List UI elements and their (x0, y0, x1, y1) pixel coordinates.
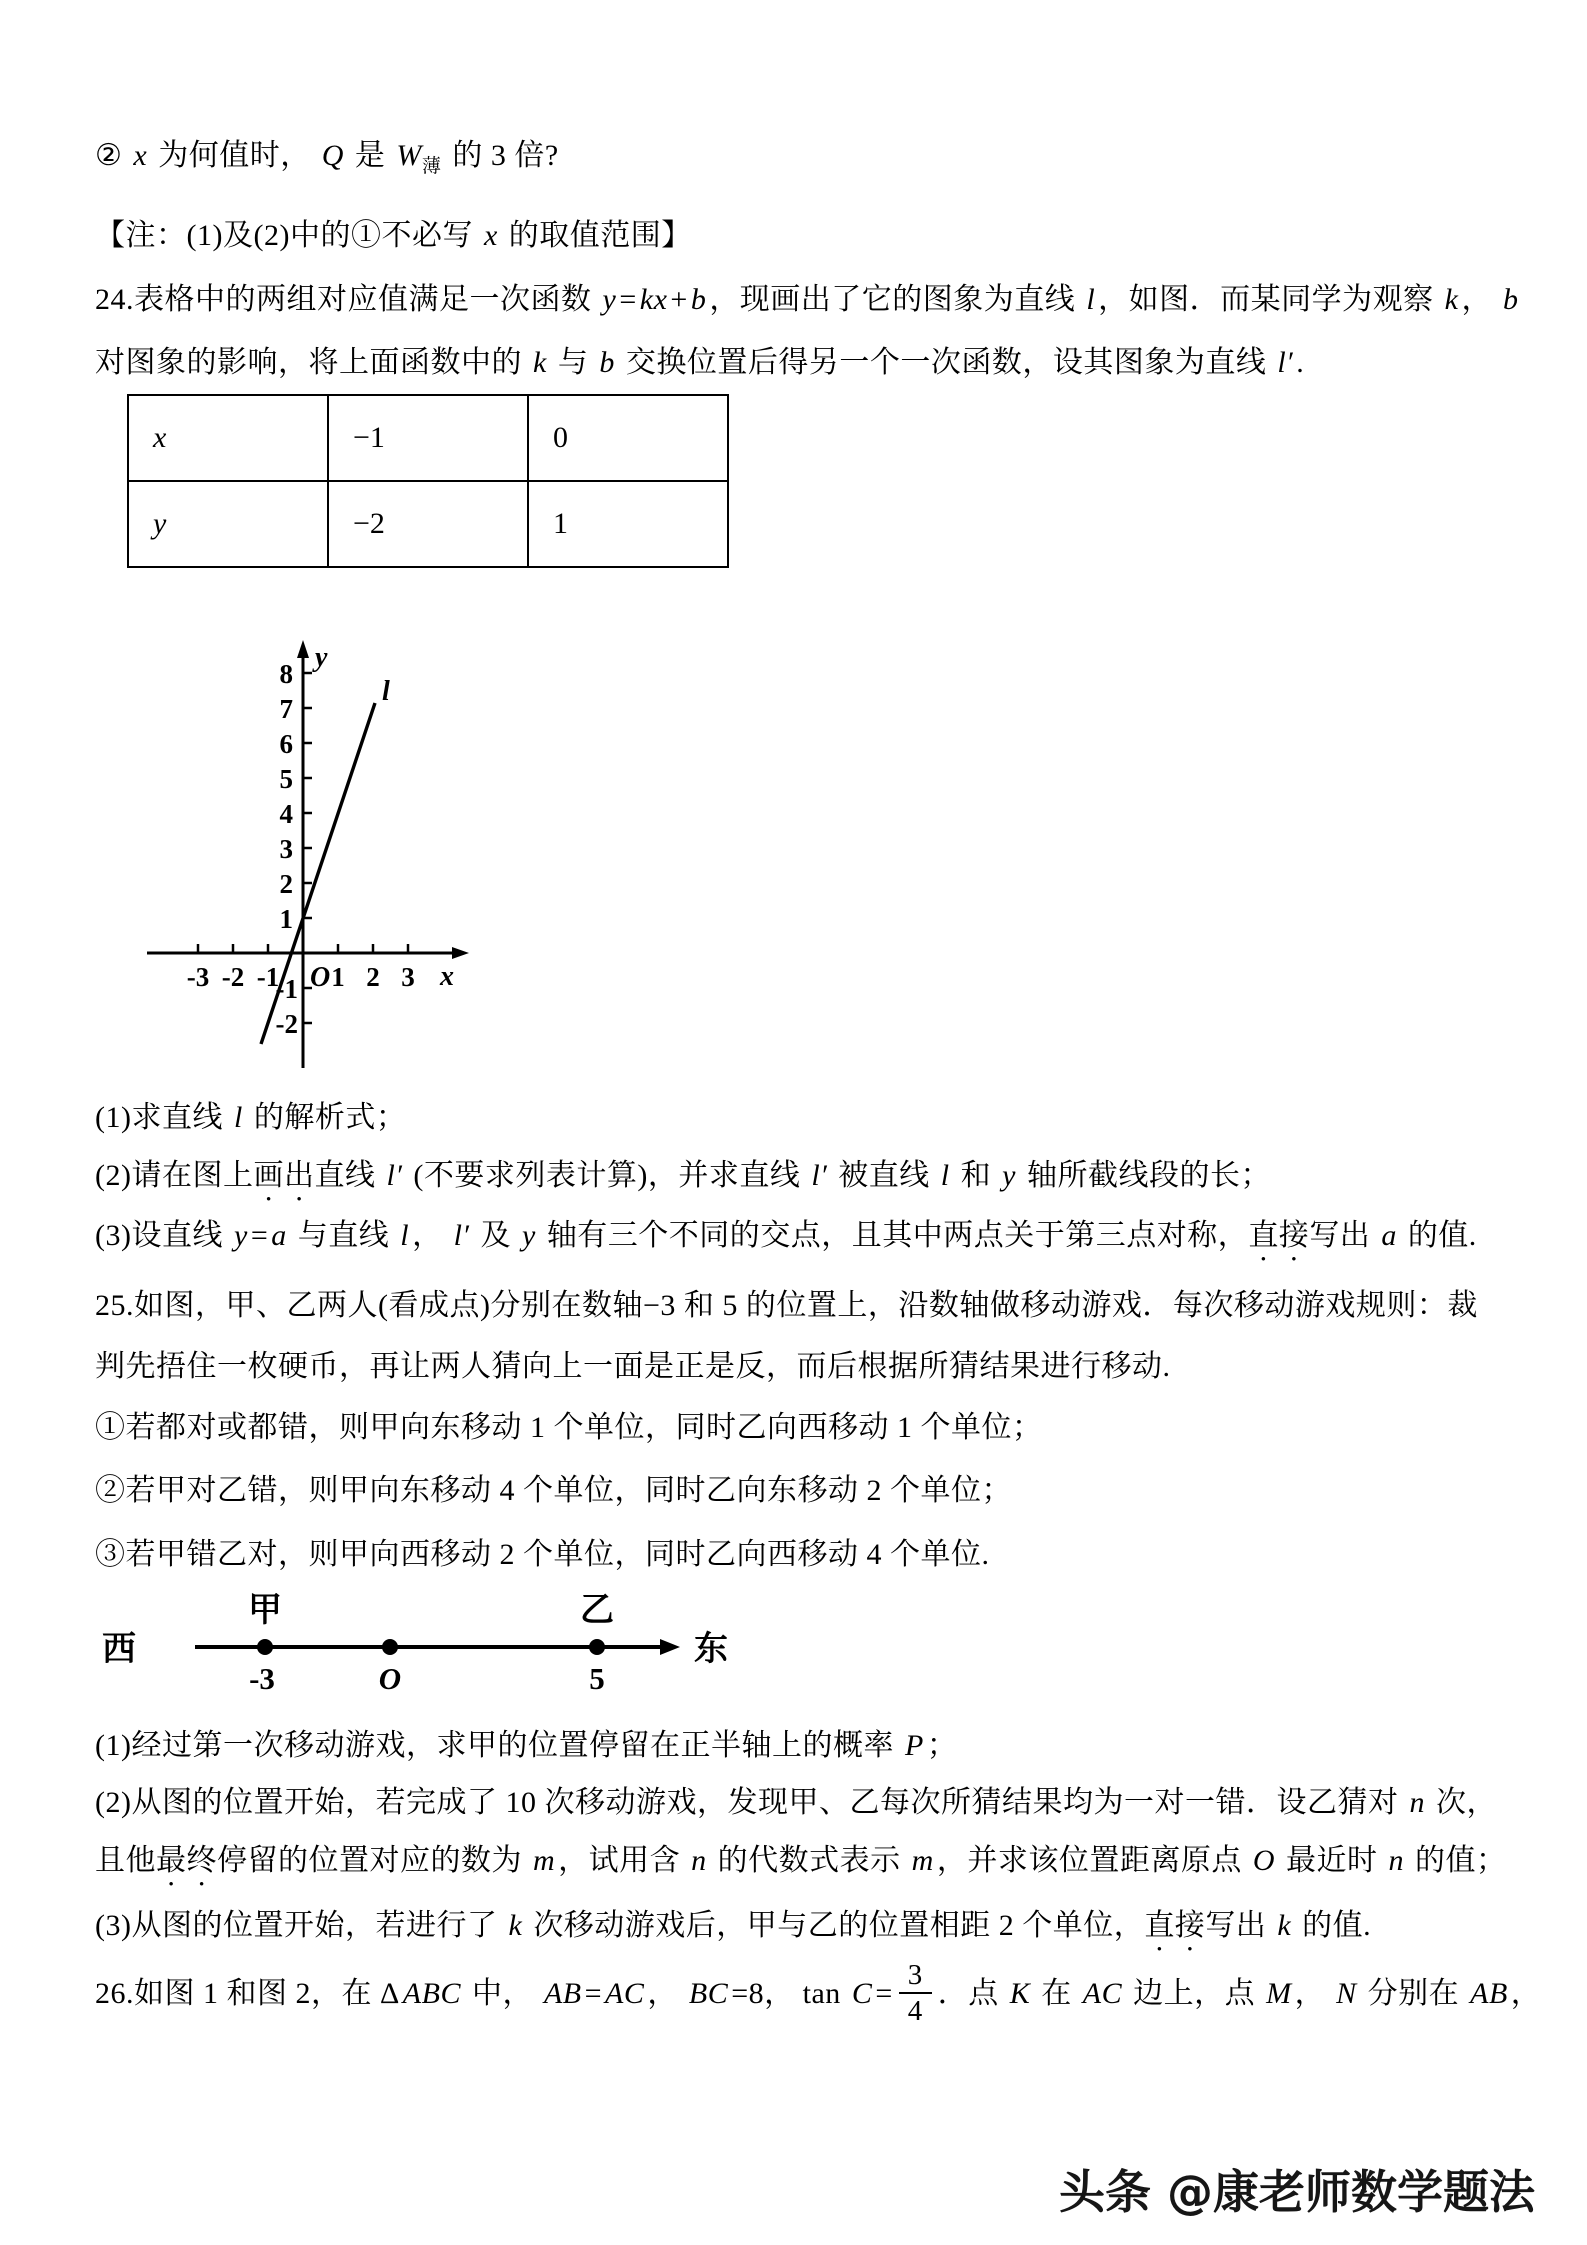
table-row (128, 395, 728, 481)
table-cell: −2 (328, 481, 528, 567)
problem24-intro-line1: 24.表格中的两组对应值满足一次函数 y = kx + b ，现画出了它的图象为直线 l ，如图．而某同学为观察 k ， b (95, 283, 1519, 316)
numberline-origin-label: O (378, 1661, 402, 1696)
problem25-q1-line: (1)经过第一次移动游戏，求甲的位置停留在正半轴上的概率 P ； (95, 1729, 958, 1762)
note-line: 【注：(1)及(2)中的①不必写 x 的取值范围】 (95, 219, 692, 252)
line-l-label: l (382, 676, 390, 707)
x-tick-label: 1 (331, 962, 345, 992)
problem25-rule2-line: ②若甲对乙错，则甲向东移动 4 个单位，同时乙向东移动 2 个单位； (95, 1474, 1012, 1507)
y-tick-label: 6 (279, 729, 293, 759)
y-tick-label: 2 (279, 869, 293, 899)
jia-label: 甲 (248, 1593, 282, 1629)
yi-value-label: 5 (589, 1661, 605, 1696)
east-arrow-icon (660, 1639, 680, 1655)
y-tick-label: 8 (279, 659, 293, 689)
jia-value-label: -3 (249, 1661, 275, 1696)
problem24-q3-line: (3)设直线 y = a 与直线 l ， l′ 及 y 轴有三个不同的交点，且其中两点关于第三点对称，直接写出 a 的值. (95, 1219, 1477, 1252)
x-tick-label: -2 (221, 962, 245, 992)
numberline-figure (90, 1593, 770, 1698)
fraction: $\frac{3}{4}$ (899, 1960, 932, 2027)
table-cell: 1 (528, 481, 728, 567)
problem25-q3-line: (3)从图的位置开始，若进行了 k 次移动游戏后，甲与乙的位置相距 2 个单位，直接写出 k 的值. (95, 1909, 1372, 1942)
yi-label: 乙 (580, 1593, 614, 1629)
x-axis-label: x (440, 961, 454, 992)
table-cell: −1 (328, 395, 528, 481)
problem25-intro-line1: 25.如图，甲、乙两人(看成点)分别在数轴−3 和 5 的位置上，沿数轴做移动游戏．每次移动游戏规则：裁 (95, 1289, 1478, 1322)
table-row (128, 481, 728, 567)
table-cell-y-header: y (128, 481, 328, 567)
problem26-intro-line: 26.如图 1 和图 2，在 Δ ABC 中， AB = AC ， BC =8， tan C = $\frac{3}{4}$ ．点 K 在 AC 边上，点 M ， N 分别在 AB ， (95, 1958, 1542, 2027)
problem25-q2-line2: 且他最终停留的位置对应的数为 m ，试用含 n 的代数式表示 m ，并求该位置距离原点 O 最近时 n 的值； (95, 1844, 1507, 1877)
x-axis-arrow-icon (452, 947, 469, 959)
problem24-intro-line2: 对图象的影响，将上面函数中的 k 与 b 交换位置后得另一个一次函数，设其图象为直线 l′ . (95, 346, 1305, 379)
y-tick-label: 3 (279, 834, 293, 864)
x-tick-label: -3 (186, 962, 210, 992)
table-cell-x-header: x (128, 395, 328, 481)
west-label: 西 (102, 1631, 136, 1668)
watermark: 头条 @康老师数学题法 (1058, 2165, 1535, 2219)
y-tick-label: 5 (279, 764, 293, 794)
y-neg-tick-label: -2 (275, 1009, 298, 1039)
x-tick-label: -1 (256, 962, 280, 992)
origin-label: O (310, 962, 331, 993)
yi-point (589, 1639, 605, 1655)
east-label: 东 (694, 1631, 728, 1668)
y-tick-label: 7 (279, 694, 293, 724)
y-axis-arrow-icon (297, 640, 309, 658)
origin-point (382, 1639, 398, 1655)
y-tick-label: 4 (279, 799, 293, 829)
y-axis-label: y (315, 642, 328, 673)
graph-figure (135, 638, 475, 1078)
problem24-q2-line: (2)请在图上画出直线 l′ (不要求列表计算)，并求直线 l′ 被直线 l 和 y 轴所截线段的长； (95, 1159, 1271, 1192)
x-tick-label: 2 (366, 962, 380, 992)
values-table (127, 394, 729, 568)
table-cell: 0 (528, 395, 728, 481)
problem25-rule1-line: ①若都对或都错，则甲向东移动 1 个单位，同时乙向西移动 1 个单位； (95, 1411, 1043, 1444)
problem23-sub2-line: ② x 为何值时， Q 是 $W_薄$ 的 3 倍? (95, 139, 559, 177)
y-neg-tick-label: -1 (275, 974, 298, 1004)
problem24-q1-line: (1)求直线 l 的解析式； (95, 1101, 407, 1134)
y-tick-label: 1 (279, 904, 293, 934)
problem25-intro-line2: 判先捂住一枚硬币，再让两人猜向上一面是正是反，而后根据所猜结果进行移动. (95, 1350, 1171, 1383)
problem25-rule3-line: ③若甲错乙对，则甲向西移动 2 个单位，同时乙向西移动 4 个单位. (95, 1538, 990, 1571)
problem25-q2-line1: (2)从图的位置开始，若完成了 10 次移动游戏，发现甲、乙每次所猜结果均为一对一错．设乙猜对 n 次， (95, 1786, 1497, 1819)
jia-point (257, 1639, 273, 1655)
x-tick-label: 3 (401, 962, 415, 992)
